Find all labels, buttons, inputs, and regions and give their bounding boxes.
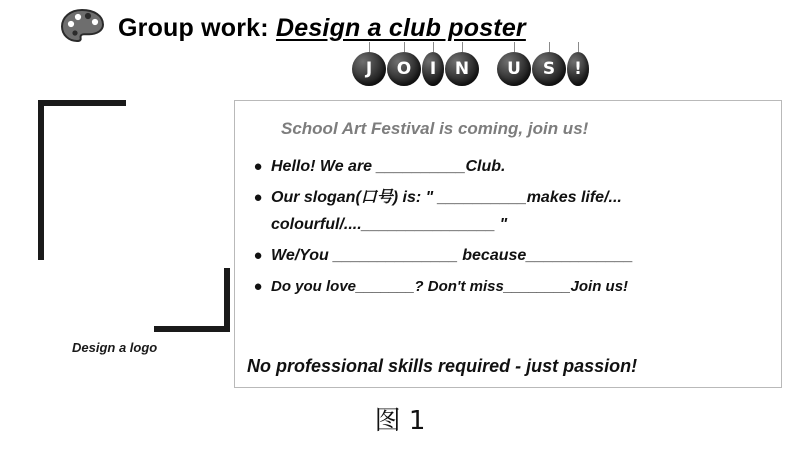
bullet-icon: ● (253, 247, 263, 264)
list-item (245, 156, 775, 178)
logo-caption: Design a logo (72, 340, 158, 355)
list-item-text: Do you love_______? Don't miss________Join us! (271, 278, 629, 295)
bullet-icon: ● (253, 189, 263, 206)
list-item (245, 187, 775, 209)
balloon-letter: S (532, 52, 566, 86)
figure-caption: 图 1 (374, 406, 426, 436)
poster-footer-text: No professional skills required - just passion! (247, 356, 638, 376)
logo-placeholder-frame (38, 100, 230, 332)
balloon-word-join (352, 52, 479, 86)
balloon-letter: I (422, 52, 444, 86)
frame-corner-top (38, 100, 126, 106)
bullet-icon: ● (253, 158, 263, 175)
page-title (118, 14, 526, 43)
poster-panel (234, 100, 782, 388)
palette-icon (60, 8, 106, 48)
bullet-icon: ● (253, 278, 263, 295)
list-item-text: Hello! We are __________Club. (271, 158, 506, 175)
title-row (60, 8, 526, 48)
poster-headline: School Art Festival is coming, join us! (281, 119, 589, 138)
list-item (245, 276, 775, 298)
list-item-continuation: colourful/...._______________ " (271, 216, 508, 233)
balloon-letter: J (352, 52, 386, 86)
frame-corner-left (38, 100, 44, 260)
join-us-balloons (352, 52, 589, 86)
frame-corner-bottom (154, 326, 230, 332)
balloon-letter: N (445, 52, 479, 86)
frame-corner-right (224, 268, 230, 332)
list-item (245, 245, 775, 267)
title-prefix: Group work: (118, 13, 269, 42)
balloon-letter: ! (567, 52, 589, 86)
poster-bullet-list (245, 156, 775, 307)
balloon-letter: U (497, 52, 531, 86)
title-emphasis: Design a club poster (275, 13, 526, 42)
list-item-text: Our slogan(口号) is: " __________makes life/... (271, 189, 622, 206)
balloon-letter: O (387, 52, 421, 86)
balloon-word-us (497, 52, 589, 86)
list-item-text: We/You ______________ because____________ (271, 247, 634, 264)
